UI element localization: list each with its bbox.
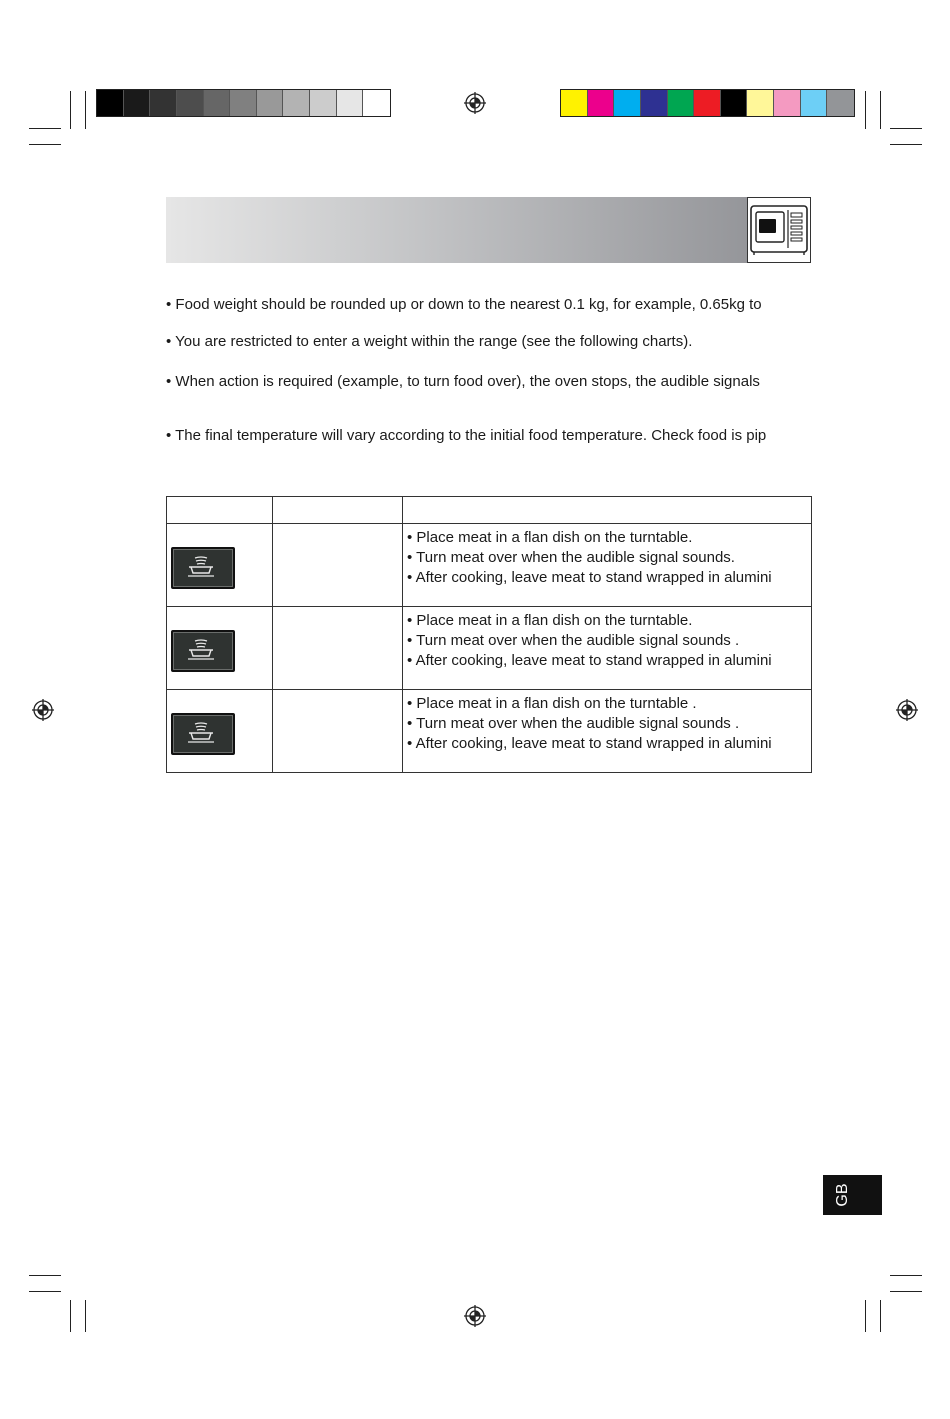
color-swatch [150,90,177,116]
color-swatch [204,90,231,116]
note-line: • Place meat in a flan dish on the turntable . [407,695,697,712]
registration-mark-icon [464,92,486,114]
note-line: • After cooking, leave meat to stand wrapped in alumini [407,652,772,669]
color-swatch [721,90,748,116]
note-line: • Turn meat over when the audible signal sounds . [407,632,740,649]
auto-cook-button-icon [171,630,235,672]
program-button-cell [167,607,273,690]
table-header-row [167,497,812,524]
color-swatch [614,90,641,116]
language-tab-label: GB [834,1183,851,1207]
cooking-chart-table [166,496,812,773]
notes-cell [403,690,812,773]
bullet-text: • Food weight should be rounded up or down to the nearest 0.1 kg, for example, 0.65kg to [166,296,762,313]
auto-cook-button-icon [171,713,235,755]
table-row [167,524,812,607]
table-row [167,690,812,773]
note-line: • After cooking, leave meat to stand wrapped in alumini [407,735,772,752]
microwave-oven-icon [747,197,811,263]
color-swatch [588,90,615,116]
registration-mark-icon [32,699,54,721]
color-swatch [774,90,801,116]
color-swatch [827,90,854,116]
notes-cell [403,524,812,607]
note-line: • Place meat in a flan dish on the turntable. [407,612,693,629]
notes-cell [403,607,812,690]
weight-cell [273,690,403,773]
program-button-cell [167,524,273,607]
language-tab [823,1175,882,1215]
color-swatch [257,90,284,116]
note-line: • Turn meat over when the audible signal sounds . [407,715,740,732]
note-line: • After cooking, leave meat to stand wrapped in alumini [407,569,772,586]
column-header [167,497,273,524]
color-swatch [363,90,390,116]
weight-cell [273,607,403,690]
color-swatch [283,90,310,116]
color-swatch [310,90,337,116]
color-swatch [337,90,364,116]
color-swatch [747,90,774,116]
weight-cell [273,524,403,607]
color-swatch [230,90,257,116]
registration-mark-icon [464,1305,486,1327]
bullet-text: • The final temperature will vary according to the initial food temperature. Check food is pip [166,427,767,444]
color-swatch [801,90,828,116]
grayscale-color-bar [96,89,391,117]
bullet-text: • When action is required (example, to turn food over), the oven stops, the audible signals [166,373,760,390]
table-row [167,607,812,690]
color-swatch [694,90,721,116]
process-color-bar [560,89,855,117]
column-header [273,497,403,524]
color-swatch [641,90,668,116]
color-swatch [97,90,124,116]
bullet-text: • You are restricted to enter a weight within the range (see the following charts). [166,333,693,350]
note-line: • Place meat in a flan dish on the turntable. [407,529,693,546]
color-swatch [177,90,204,116]
color-swatch [124,90,151,116]
column-header [403,497,812,524]
note-line: • Turn meat over when the audible signal sounds. [407,549,735,566]
color-swatch [561,90,588,116]
auto-cook-button-icon [171,547,235,589]
color-swatch [668,90,695,116]
registration-mark-icon [896,699,918,721]
program-button-cell [167,690,273,773]
section-header-bar [166,197,747,263]
